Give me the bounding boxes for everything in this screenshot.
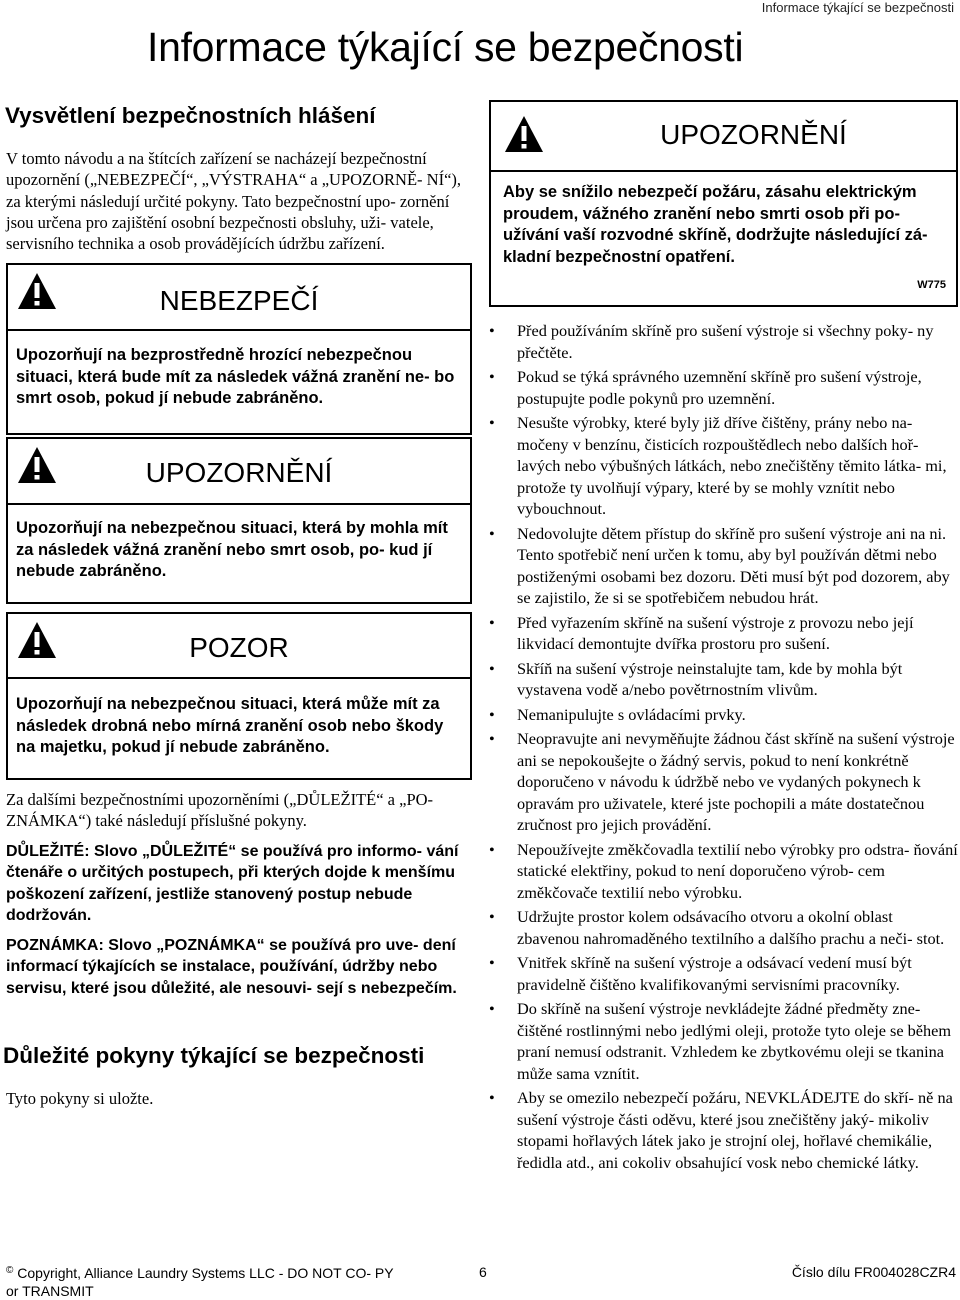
additional-messages-paragraph: Za dalšími bezpečnostními upozorněními („DŮLEŽITÉ“ a „PO- ZNÁMKA“) také následují příslušné pokyny. — [6, 790, 434, 831]
part-number: Číslo dílu FR004028CZR4 — [791, 1264, 956, 1280]
caution-text: Upozorňují na nebezpečnou situaci, která může mít za následek drobná nebo mírná zranění osob nebo škody na majetku, pokud jí nebude zabráněno. — [16, 695, 444, 756]
right-warning-divider — [491, 170, 956, 172]
warning-signal-word: UPOZORNĚNÍ — [145, 457, 333, 488]
list-item: • Nesušte výrobky, které byly již dříve čištěny, prány nebo na- močeny v benzínu, čisticích rozpouštědlech nebo dalších hoř- lavých nebo výbušných látkách, nebo znečištěny těmito látka- mi, protože ty uvolňují výpary, které by se mohly vznítit nebo vybouchnout. — [489, 412, 959, 520]
list-item: • Skříň na sušení výstroje neinstalujte tam, kde by mohla být vystavena vodě a/nebo povětrnostním vlivům. — [489, 658, 959, 701]
safety-instructions-list — [489, 320, 959, 1176]
warning-box — [6, 437, 472, 604]
danger-text: Upozorňují na bezprostředně hrozící nebezpečnou situaci, která bude mít za následek vážná zranění ne- bo smrt osob, pokud jí nebude zabráněno. — [16, 346, 455, 407]
danger-divider — [8, 329, 470, 331]
list-item: • Udržujte prostor kolem odsávacího otvoru a okolní oblast zbavenou nahromaděného textilního a dalšího prachu a neči- stot. — [489, 906, 959, 949]
list-item: • Před používáním skříně pro sušení výstroje si všechny poky- ny přečtěte. — [489, 320, 959, 363]
intro-paragraph: V tomto návodu a na štítcích zařízení se nacházejí bezpečnostní upozornění („NEBEZPEČÍ“, „VÝSTRAHA“ a „UPOZORNĚ- NÍ“), za kterými následují určité pokyny. Tato bezpečnostní upo- zornění jsou určena pro zajištění osobní bezpečnosti obsluhy, uži- vatele, servisního technika a osob provádějících údržbu zařízení. — [6, 149, 462, 254]
section-heading-instructions: Důležité pokyny týkající se bezpečnosti — [3, 1043, 425, 1068]
caution-signal-word: POZOR — [189, 632, 289, 663]
danger-box — [6, 263, 472, 435]
list-item: • Do skříně na sušení výstroje nevkládejte žádné předměty zne- čištěné rostlinnými nebo jedlými oleji, protože tyto oleje se během praní nemusí odstranit. Vzhledem ke zbytkovému oleji se tkanina může sama vznítit. — [489, 998, 959, 1084]
caution-box — [6, 612, 472, 780]
footer-copyright — [6, 1262, 406, 1300]
warning-text: Upozorňují na nebezpečnou situaci, která by mohla mít za následek vážná zranění nebo smrt osob, po- kud jí nebude zabráněno. — [16, 519, 448, 580]
page-title: Informace týkající se bezpečnosti — [147, 24, 744, 70]
note-paragraph: POZNÁMKA: Slovo „POZNÁMKA“ se používá pro uve- dení informací týkajících se instalace, používání, údržby nebo servisu, které jsou důležité, ale nesouvi- sejí s nebezpečím. — [6, 937, 457, 997]
warning-triangle-icon — [503, 114, 545, 156]
copyright-text: Copyright, Alliance Laundry Systems LLC - DO NOT CO- PY or TRANSMIT — [6, 1265, 394, 1299]
warning-code: W775 — [917, 279, 946, 291]
right-warning-box — [489, 100, 958, 307]
page-number: 6 — [479, 1264, 487, 1280]
danger-signal-word: NEBEZPEČÍ — [159, 285, 319, 316]
list-item: • Pokud se týká správného uzemnění skříně pro sušení výstroje, postupujte podle pokynů pro uzemnění. — [489, 366, 959, 409]
important-note: DŮLEŽITÉ: Slovo „DŮLEŽITÉ“ se používá pro informo- vání čtenáře o určitých postupech, při kterých dojde k menšímu poškození zařízení, jestliže stanovený postup nebude dodržován. — [6, 843, 459, 924]
list-item: • Aby se omezilo nebezpečí požáru, NEVKLÁDEJTE do skří- ně na sušení výstroje části oděvu, které jsou znečištěny jaký- mikoliv stopami hořlavých látek jako je strojní olej, hořlavé chemikálie, ředidla atd., ani cokoliv obsahující vosk nebo chemické látky. — [489, 1087, 959, 1173]
list-item: • Nemanipulujte s ovládacími prvky. — [489, 704, 959, 726]
warning-divider — [8, 503, 470, 505]
list-item: • Před vyřazením skříně na sušení výstroje z provozu nebo její likvidací demontujte dvířka prostoru pro sušení. — [489, 612, 959, 655]
list-item: • Nepoužívejte změkčovadla textilií nebo výrobky pro odstra- ňování statické elektřiny, pokud to není doporučeno výrob- cem změkčovače textilií nebo výrobku. — [489, 839, 959, 904]
caution-divider — [8, 677, 470, 679]
list-item: • Neopravujte ani nevyměňujte žádnou část skříně na sušení výstroje ani se nepokoušejte o žádný servis, pokud to není konkrétně doporučeno v návodu k údržbě nebo ve vydaných pokynech k opravám pro uživatele, které jste pochopili a máte dostatečnou zručnost pro jejich provádění. — [489, 728, 959, 836]
copyright-symbol: © — [6, 1265, 14, 1276]
list-item: • Nedovolujte dětem přístup do skříně pro sušení výstroje ani na ni. Tento spotřebič není určen k tomu, aby byl používán dětmi nebo postiženými osobami bez dozoru. Děti musí být pod dozorem, aby se zajistilo, že si se spotřebičem nebudou hrát. — [489, 523, 959, 609]
save-instructions-text: Tyto pokyny si uložte. — [6, 1089, 154, 1108]
section-heading-explanation: Vysvětlení bezpečnostních hlášení — [5, 103, 376, 128]
right-warning-text: Aby se snížilo nebezpečí požáru, zásahu elektrickým proudem, vážného zranění nebo smrti osob při po- užívání vaší rozvodné skříně, dodržujte následující zá- kladní bezpečnostní opatření. — [503, 183, 928, 266]
list-item: • Vnitřek skříně na sušení výstroje a odsávací vedení musí být pravidelně čištěno kvalifikovanými servisními pracovníky. — [489, 952, 959, 995]
right-warning-signal-word: UPOZORNĚNÍ — [660, 119, 847, 150]
running-head: Informace týkající se bezpečnosti — [761, 0, 954, 15]
